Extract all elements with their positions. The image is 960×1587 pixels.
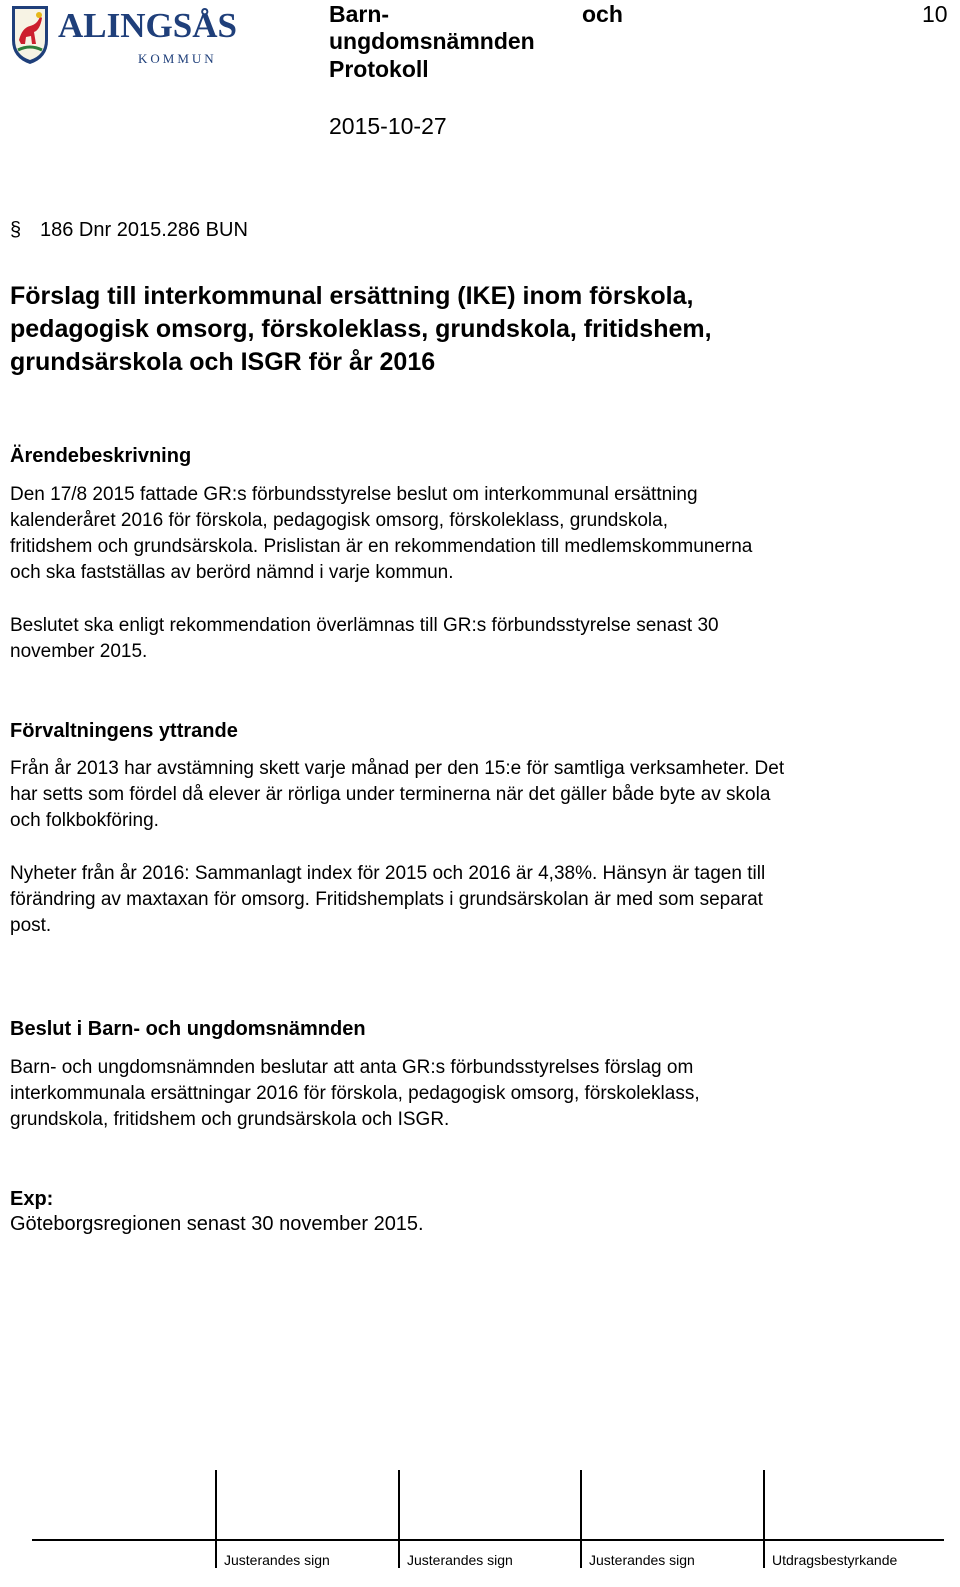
committee-name-part1: Barn- [329, 1, 390, 27]
arendebeskrivning-paragraph-2 [10, 613, 719, 665]
text-line: grundskola, fritidshem och grundsärskola och ISGR. [10, 1109, 450, 1130]
municipality-logo [10, 4, 285, 66]
text-line: har setts som fördel då elever är rörliga under terminerna när det gäller både byte av skola [10, 784, 771, 805]
signature-label-justerande-2: Justerandes sign [407, 1552, 513, 1568]
text-line: november 2015. [10, 641, 148, 662]
svg-text:KOMMUN: KOMMUN [138, 51, 217, 66]
section-symbol: § [10, 219, 22, 241]
text-line: post. [10, 915, 52, 936]
text-line: Barn- och ungdomsnämnden beslutar att anta GR:s förbundsstyrelses förslag om [10, 1057, 694, 1078]
text-line: kalenderåret 2016 för förskola, pedagogisk omsorg, förskoleklass, grundskola, [10, 510, 668, 531]
text-line: Från år 2013 har avstämning skett varje månad per den 15:e för samtliga verksamheter. Det [10, 758, 785, 779]
text-line: fritidshem och grundsärskola. Prislistan är en rekommendation till medlemskommunerna [10, 536, 753, 557]
signature-label-utdragsbestyrkande: Utdragsbestyrkande [772, 1552, 898, 1568]
coat-of-arms-icon [10, 4, 285, 66]
arendebeskrivning-heading: Ärendebeskrivning [10, 445, 192, 467]
forvaltningens-yttrande-heading: Förvaltningens yttrande [10, 720, 238, 742]
signature-divider [763, 1470, 765, 1568]
signature-divider [215, 1470, 217, 1568]
exp-recipient: Göteborgsregionen senast 30 november 2015. [10, 1213, 424, 1235]
arendebeskrivning-paragraph-1 [10, 482, 752, 586]
committee-name-och: och [582, 1, 623, 27]
page-number: 10 [922, 1, 948, 27]
beslut-paragraph [10, 1055, 700, 1133]
text-line: Den 17/8 2015 fattade GR:s förbundsstyrelse beslut om interkommunal ersättning [10, 484, 698, 505]
case-reference: 186 Dnr 2015.286 BUN [40, 219, 248, 241]
text-line: Nyheter från år 2016: Sammanlagt index för 2015 och 2016 är 4,38%. Hänsyn är tagen till [10, 863, 766, 884]
document-type: Protokoll [329, 56, 429, 82]
text-line: och folkbokföring. [10, 810, 159, 831]
signature-divider [398, 1470, 400, 1568]
meeting-date: 2015-10-27 [329, 113, 447, 139]
yttrande-paragraph-1 [10, 756, 784, 834]
title-line: Förslag till interkommunal ersättning (IKE) inom förskola, [10, 282, 694, 310]
title-line: grundsärskola och ISGR för år 2016 [10, 348, 436, 376]
text-line: och ska fastställas av berörd nämnd i varje kommun. [10, 562, 454, 583]
text-line: förändring av maxtaxan för omsorg. Fritidshemplats i grundsärskolan är med som separat [10, 889, 763, 910]
document-title [10, 280, 712, 379]
committee-name-part2: ungdomsnämnden [329, 28, 535, 54]
signature-baseline [32, 1539, 944, 1541]
signature-label-justerande-1: Justerandes sign [224, 1552, 330, 1568]
text-line: interkommunala ersättningar 2016 för förskola, pedagogisk omsorg, förskoleklass, [10, 1083, 700, 1104]
yttrande-paragraph-2 [10, 861, 765, 939]
case-reference-line [10, 215, 248, 245]
signature-label-justerande-3: Justerandes sign [589, 1552, 695, 1568]
beslut-heading: Beslut i Barn- och ungdomsnämnden [10, 1018, 366, 1040]
title-line: pedagogisk omsorg, förskoleklass, grundskola, fritidshem, [10, 315, 712, 343]
text-line: Beslutet ska enligt rekommendation överlämnas till GR:s förbundsstyrelse senast 30 [10, 615, 719, 636]
exp-label: Exp: [10, 1188, 54, 1210]
svg-text:ALINGSÅS: ALINGSÅS [58, 6, 237, 45]
signature-divider [580, 1470, 582, 1568]
